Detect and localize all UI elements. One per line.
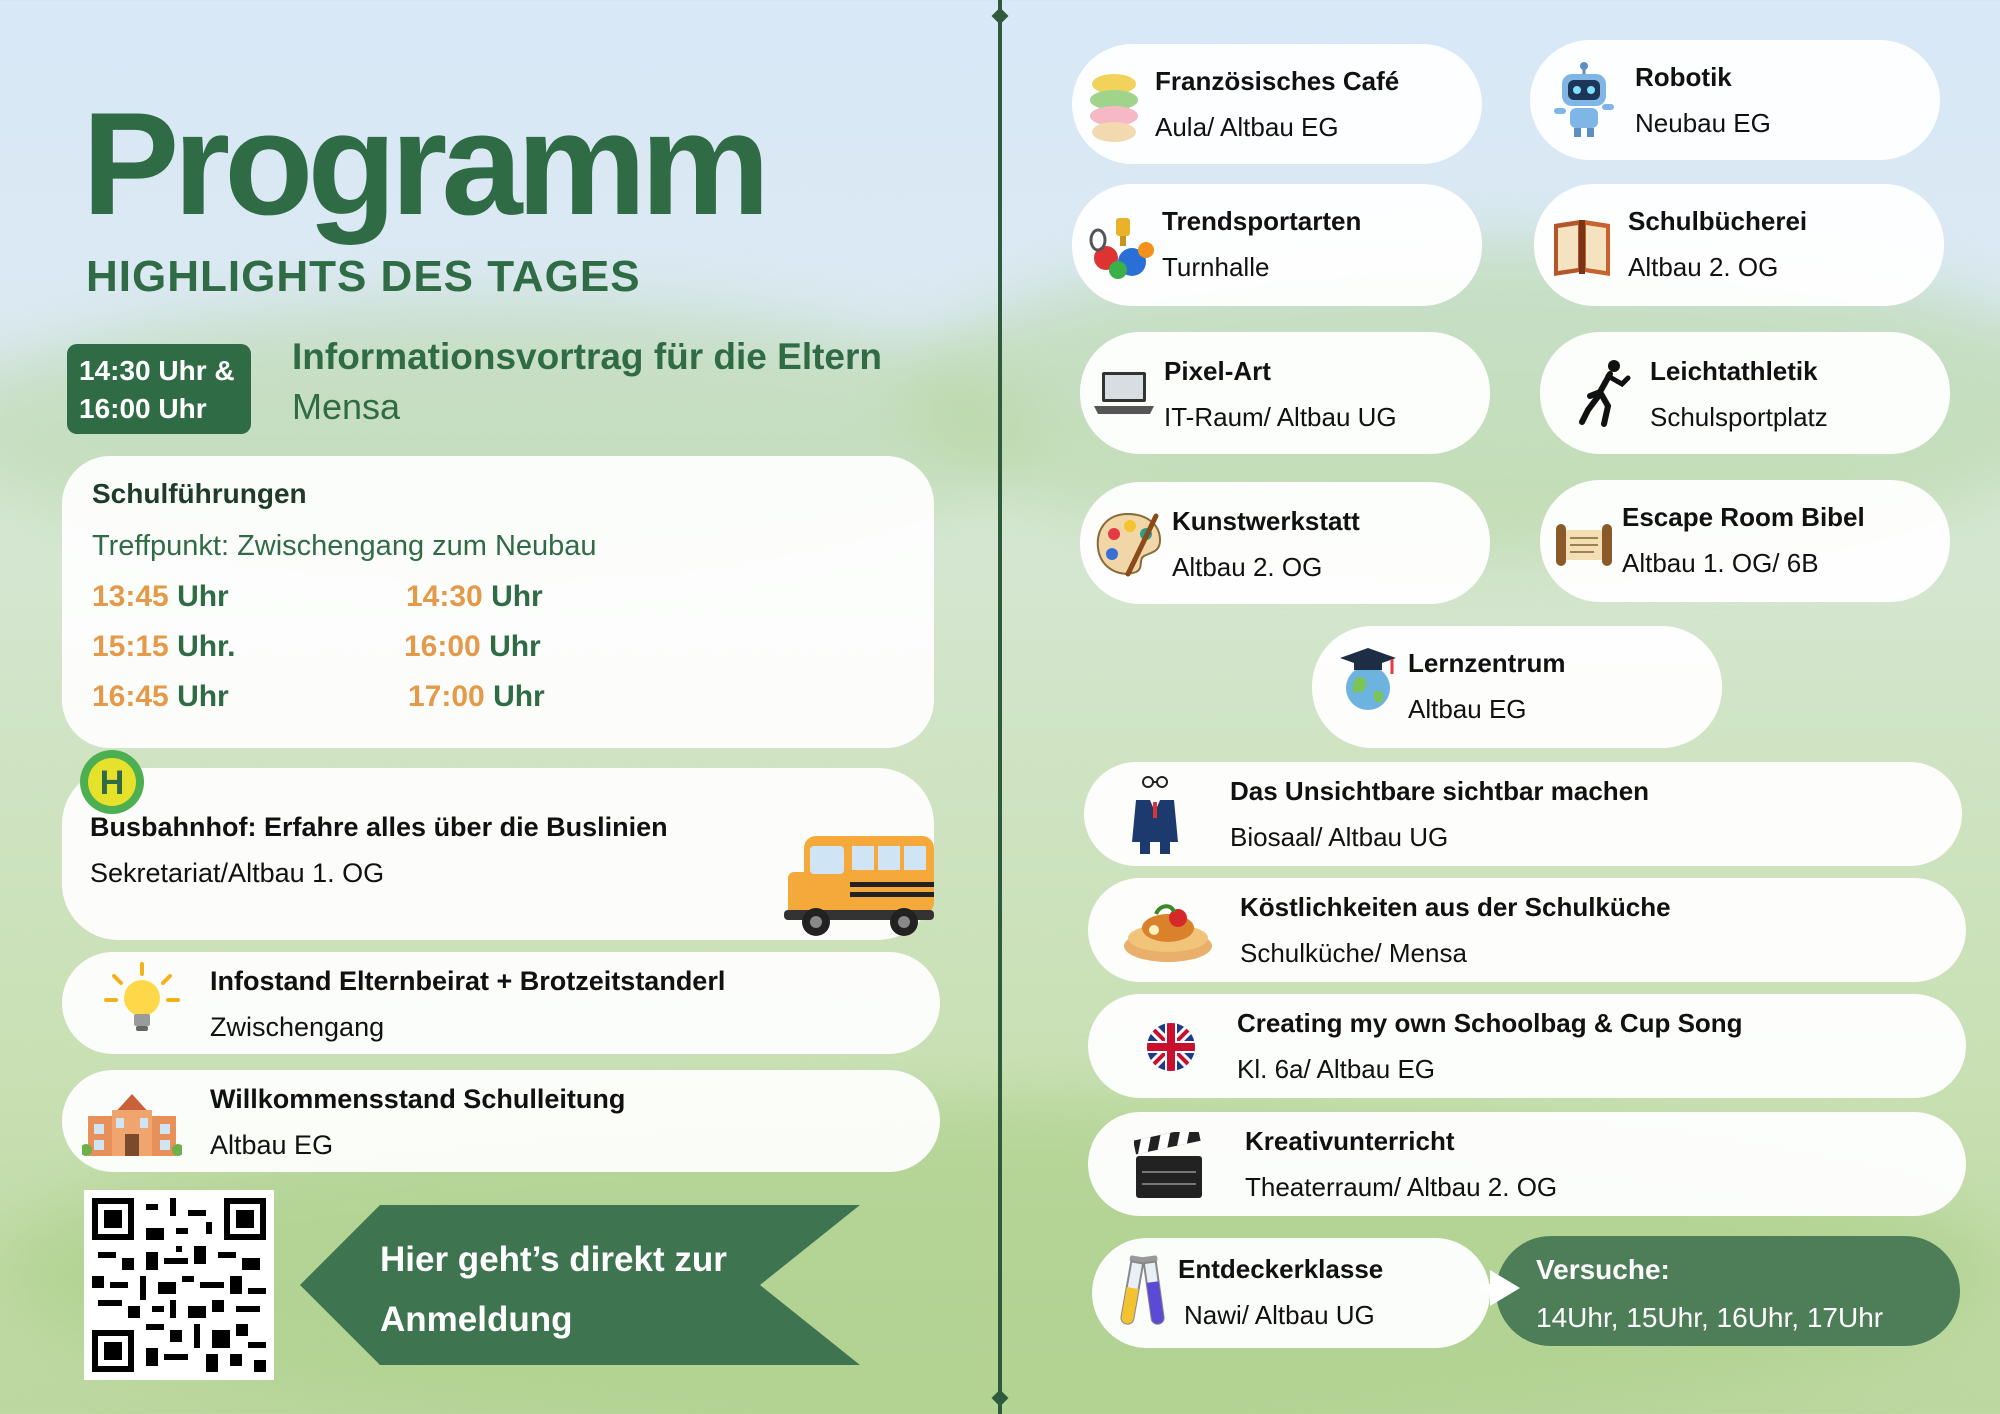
station-title: Schulbücherei — [1628, 206, 1808, 236]
registration-line2: Anmeldung — [380, 1300, 573, 1339]
station-place: Schulsportplatz — [1650, 402, 1828, 432]
station-title: Kunstwerkstatt — [1172, 506, 1360, 536]
page-subtitle: HIGHLIGHTS DES TAGES — [86, 252, 641, 301]
bus-place: Sekretariat/Altbau 1. OG — [90, 858, 385, 888]
station-title: Pixel-Art — [1164, 356, 1271, 386]
info-talk-time-badge — [67, 344, 251, 434]
registration-qr-code[interactable] — [84, 1190, 274, 1380]
station-title: Trendsportarten — [1162, 206, 1362, 236]
station-place: Theaterraum/ Altbau 2. OG — [1245, 1172, 1558, 1202]
station-place: Nawi/ Altbau UG — [1184, 1300, 1375, 1330]
tour-slot: 16:45 Uhr — [92, 680, 229, 713]
station-place: IT-Raum/ Altbau UG — [1164, 402, 1397, 432]
station-place: Altbau EG — [1408, 694, 1527, 724]
book-icon — [1550, 216, 1614, 278]
athlete-icon — [1578, 358, 1632, 428]
qr-code-icon — [92, 1198, 266, 1372]
station-place: Kl. 6a/ Altbau EG — [1237, 1054, 1436, 1084]
food-icon — [1120, 888, 1216, 968]
test-tubes-icon — [1116, 1252, 1170, 1332]
experiments-title: Versuche: — [1536, 1254, 1670, 1285]
tours-title: Schulführungen — [92, 478, 307, 509]
bus-stop-icon — [78, 748, 146, 816]
tour-slot: 15:15 Uhr. — [92, 630, 236, 663]
station-place: Altbau 1. OG/ 6B — [1622, 548, 1819, 578]
school-bus-icon — [780, 826, 940, 942]
school-building-icon — [82, 1086, 182, 1158]
station-title: Kreativunterricht — [1245, 1126, 1455, 1156]
experiments-times: 14Uhr, 15Uhr, 16Uhr, 17Uhr — [1536, 1302, 1884, 1333]
scroll-icon — [1552, 520, 1616, 570]
tours-meeting-point: Treffpunkt: Zwischengang zum Neubau — [92, 530, 597, 562]
info-talk-time-line1: 14:30 Uhr & — [79, 355, 235, 386]
uk-flag-icon — [1146, 1022, 1196, 1072]
macaron-icon — [1084, 72, 1144, 144]
tour-slot: 17:00 Uhr — [408, 680, 545, 713]
station-place: Biosaal/ Altbau UG — [1230, 822, 1449, 852]
center-divider — [998, 0, 1002, 1414]
palette-icon — [1094, 508, 1164, 582]
station-place: Schulküche/ Mensa — [1240, 938, 1467, 968]
sports-equipment-icon — [1088, 214, 1158, 280]
robot-icon — [1548, 62, 1620, 138]
info-talk-title: Informationsvortrag für die Eltern — [292, 336, 883, 377]
welcome-title: Willkommensstand Schulleitung — [210, 1084, 626, 1114]
station-title: Leichtathletik — [1650, 356, 1818, 386]
station-place: Aula/ Altbau EG — [1155, 112, 1339, 142]
station-title: Lernzentrum — [1408, 648, 1566, 678]
infostand-title: Infostand Elternbeirat + Brotzeitstanderl — [210, 966, 726, 996]
tour-slot: 13:45 Uhr — [92, 580, 229, 613]
station-title: Entdeckerklasse — [1178, 1254, 1384, 1284]
invisible-man-icon — [1128, 772, 1182, 854]
tour-slot: 14:30 Uhr — [406, 580, 543, 613]
station-place: Altbau 2. OG — [1628, 252, 1779, 282]
registration-line1: Hier geht’s direkt zur — [380, 1240, 727, 1279]
station-place: Neubau EG — [1635, 108, 1771, 138]
bus-title: Busbahnhof: Erfahre alles über die Buslinien — [90, 812, 668, 842]
info-talk-time-line2: 16:00 Uhr — [79, 393, 207, 424]
welcome-place: Altbau EG — [210, 1130, 334, 1160]
arrow-right-icon — [1490, 1270, 1520, 1306]
globe-graduation-icon — [1334, 644, 1400, 712]
registration-text[interactable] — [380, 1230, 727, 1350]
station-title: Französisches Café — [1155, 66, 1400, 96]
laptop-icon — [1094, 370, 1154, 416]
svg-text:H: H — [99, 764, 125, 802]
station-place: Turnhalle — [1162, 252, 1270, 282]
station-title: Robotik — [1635, 62, 1732, 92]
station-title: Creating my own Schoolbag & Cup Song — [1237, 1008, 1743, 1038]
station-title: Escape Room Bibel — [1622, 502, 1865, 532]
lightbulb-icon — [104, 962, 180, 1038]
tour-slot: 16:00 Uhr — [404, 630, 541, 663]
station-place: Altbau 2. OG — [1172, 552, 1323, 582]
clapperboard-icon — [1134, 1132, 1204, 1200]
info-talk-place: Mensa — [292, 386, 401, 427]
station-title: Köstlichkeiten aus der Schulküche — [1240, 892, 1671, 922]
station-title: Das Unsichtbare sichtbar machen — [1230, 776, 1650, 806]
page-title: Programm — [82, 82, 765, 245]
infostand-place: Zwischengang — [210, 1012, 385, 1042]
